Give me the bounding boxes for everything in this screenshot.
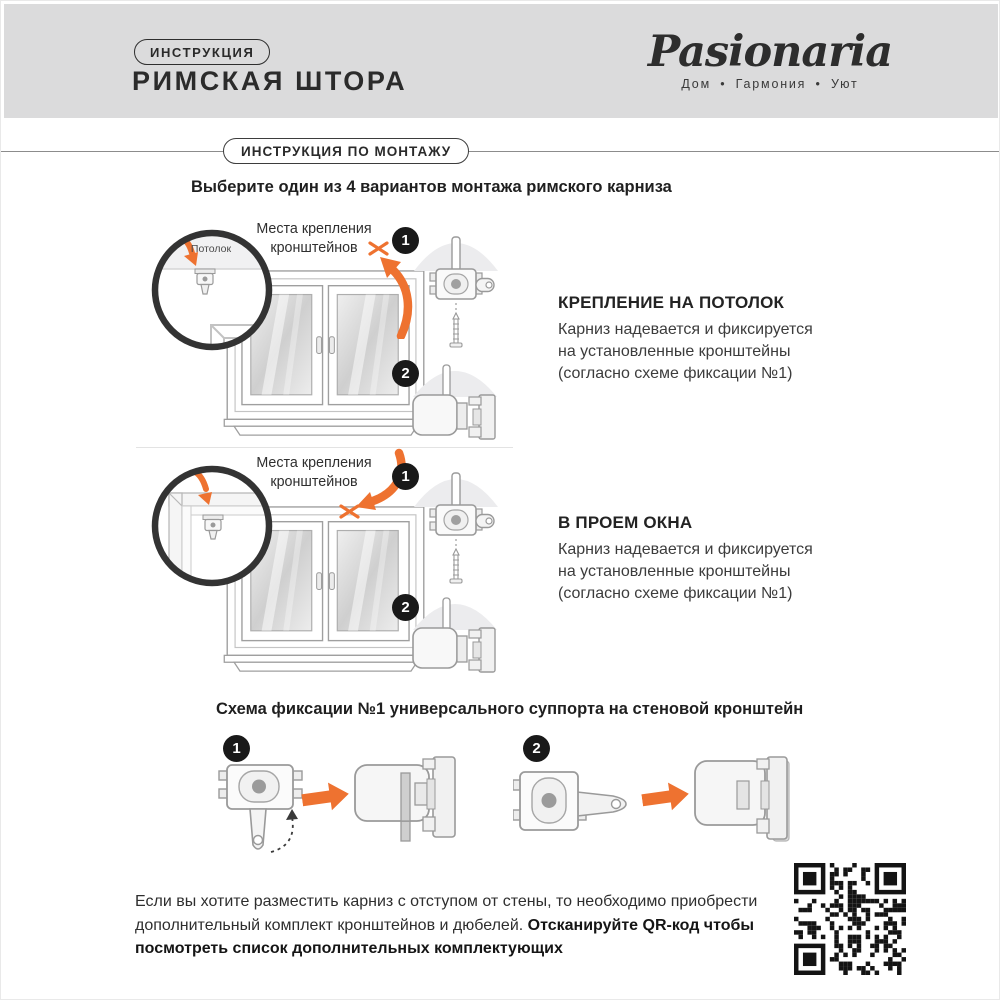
footer-note-bold: Отсканируйте QR-код чтобы посмотреть список дополнительных комплектующих <box>135 916 755 957</box>
header-band <box>4 4 998 118</box>
option-1-title: КРЕПЛЕНИЕ НА ПОТОЛОК <box>558 293 785 312</box>
marker-label-2: Места крепления кронштейнов <box>256 455 372 490</box>
qr-code <box>794 863 906 975</box>
option-2-line-2: на установленные кронштейны <box>558 563 791 580</box>
scheme-step-1-badge: 1 <box>223 735 250 762</box>
ceiling-bracket-screw-illustration-2 <box>410 459 502 591</box>
ceiling-bracket-screw-illustration-1 <box>410 223 502 355</box>
option-1-line-3: (согласно схеме фиксации №1) <box>558 365 793 382</box>
option-1-step-2-badge: 2 <box>392 360 419 387</box>
support-swing-arm-illustration <box>213 759 308 864</box>
montage-section-badge: ИНСТРУКЦИЯ ПО МОНТАЖУ <box>223 138 469 164</box>
bracket-rail-illustration-2 <box>407 586 502 678</box>
brand-logo <box>626 28 914 91</box>
arrow-right-icon-1 <box>300 779 352 815</box>
option-2-step-1-badge: 1 <box>392 463 419 490</box>
arrow-right-icon-2 <box>640 779 692 815</box>
instruction-badge: ИНСТРУКЦИЯ <box>134 39 270 65</box>
option-1-line-1: Карниз надевается и фиксируется <box>558 321 813 338</box>
section-divider-line <box>1 151 1000 152</box>
intro-heading: Выберите один из 4 вариантов монтажа римского карниза <box>191 178 672 196</box>
zoom-label-ceiling: Потолок <box>190 243 232 255</box>
scheme-heading: Схема фиксации №1 универсального суппорта на стеновой кронштейн <box>216 700 804 718</box>
options-divider <box>136 447 513 448</box>
support-extended-arm-illustration <box>513 766 635 841</box>
option-2-description <box>558 513 813 605</box>
bracket-rail-illustration-1 <box>407 353 502 445</box>
option-2-title: В ПРОЕМ ОКНА <box>558 513 693 532</box>
support-on-rail-illustration-1 <box>353 753 468 848</box>
support-on-rail-illustration-2 <box>693 753 793 848</box>
option-2-line-1: Карниз надевается и фиксируется <box>558 541 813 558</box>
brand-name: Pasionaria <box>647 27 893 77</box>
option-1-description <box>558 293 813 385</box>
magnifier-frame-corner-illustration <box>149 463 275 589</box>
option-2-line-3: (согласно схеме фиксации №1) <box>558 585 793 602</box>
option-2-step-2-badge: 2 <box>392 594 419 621</box>
mount-x-icon-2 <box>339 504 360 519</box>
page-title: РИМСКАЯ ШТОРА <box>132 66 408 96</box>
option-1-line-2: на установленные кронштейны <box>558 343 791 360</box>
scheme-step-2-badge: 2 <box>523 735 550 762</box>
arrow-up-icon <box>361 254 416 339</box>
footer-note <box>135 890 787 961</box>
option-1-step-1-badge: 1 <box>392 227 419 254</box>
footer-note-regular: Если вы хотите разместить карниз с отступом от стены, то необходимо приобрести дополнительный комплект кронштейнов и дюбелей. <box>135 893 758 934</box>
brand-tagline: Дом • Гармония • Уют <box>681 77 859 91</box>
marker-label-1: Места крепления кронштейнов <box>256 221 372 256</box>
